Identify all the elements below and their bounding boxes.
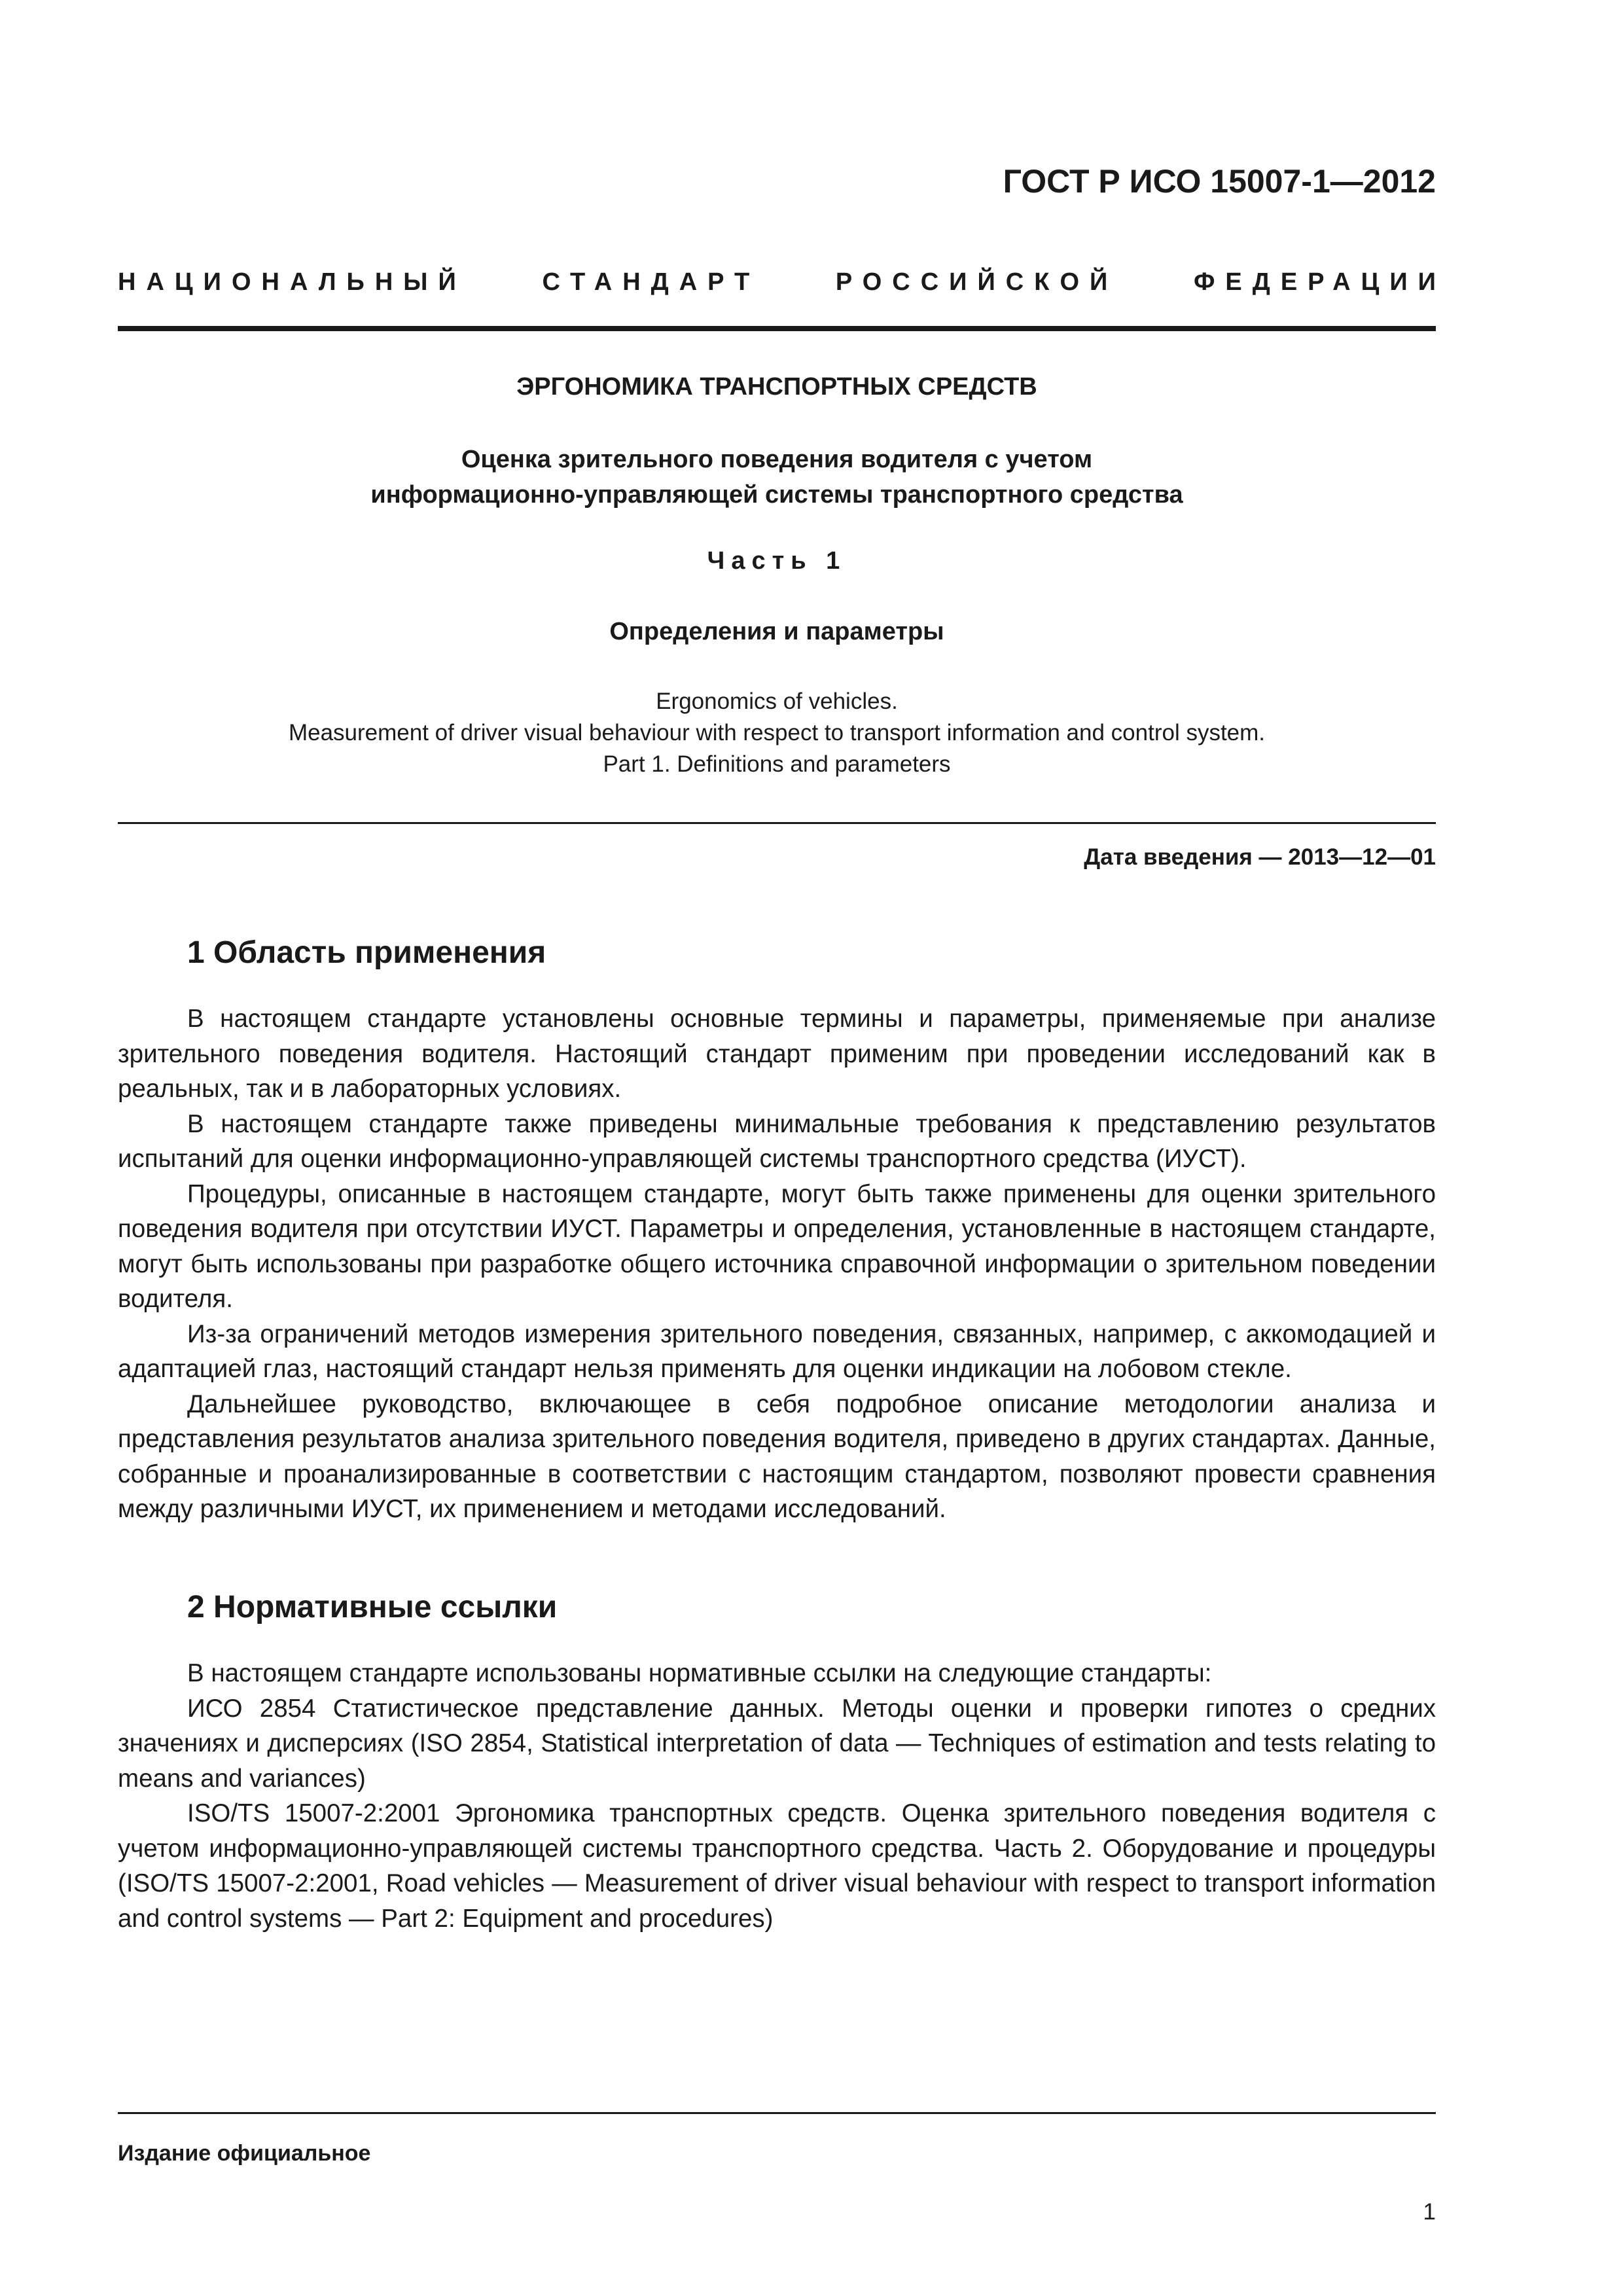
national-header-word: РОССИЙСКОЙ bbox=[835, 268, 1118, 296]
header-divider bbox=[118, 326, 1436, 331]
paragraph: Дальнейшее руководство, включающее в себя подробное описание методологии анализа и представления результатов анализа зрительного поведения водителя, приведено в других стандартах. Данные, собранные и проанализированные в соответствии с настоящим стандартом, позволяют провести сравнения между различными ИУСТ, их применением и методами исследований. bbox=[118, 1390, 1436, 1523]
standard-subtitle bbox=[118, 442, 1436, 512]
national-header-word: СТАНДАРТ bbox=[542, 268, 760, 296]
national-standard-header bbox=[118, 268, 1446, 296]
section-heading-scope: 1 Область применения bbox=[187, 935, 546, 970]
part-label: Часть 1 bbox=[707, 547, 847, 575]
page-number: 1 bbox=[1423, 2199, 1436, 2225]
reference-item: ИСО 2854 Статистическое представление данных. Методы оценки и проверки гипотез о средних значениях и дисперсиях (ISO 2854, Statistical interpretation of data — Techniques of estimation and tests relating to means and variances) bbox=[118, 1694, 1436, 1793]
section-body-scope bbox=[118, 1001, 1436, 1527]
reference-item: ISO/TS 15007-2:2001 Эргономика транспортных средств. Оценка зрительного поведения водителя с учетом информационно-управляющей системы транспортного средства. Часть 2. Оборудование и процедуры (ISO/TS 15007-2:2001, Road vehicles — Measurement of driver visual behaviour with respect to transport information and control systems — Part 2: Equipment and procedures) bbox=[118, 1799, 1436, 1933]
section-body-normative-references bbox=[118, 1656, 1436, 1936]
english-title bbox=[118, 686, 1436, 780]
section-heading-normative-references: 2 Нормативные ссылки bbox=[187, 1590, 558, 1624]
footer-divider bbox=[118, 2112, 1436, 2114]
subtitle-line: информационно-управляющей системы транспортного средства bbox=[370, 481, 1183, 509]
english-title-line: Ergonomics of vehicles. bbox=[656, 689, 898, 714]
paragraph: В настоящем стандарте также приведены минимальные требования к представлению результатов испытаний для оценки информационно-управляющей системы транспортного средства (ИУСТ). bbox=[118, 1109, 1436, 1173]
paragraph: Из-за ограничений методов измерения зрительного поведения, связанных, например, с аккомодацией и адаптацией глаз, настоящий стандарт нельзя применять для оценки индикации на лобовом стекле. bbox=[118, 1319, 1436, 1383]
national-header-word: НАЦИОНАЛЬНЫЙ bbox=[118, 268, 467, 296]
national-header-word: ФЕДЕРАЦИИ bbox=[1193, 268, 1446, 296]
part-title: Определения и параметры bbox=[609, 618, 944, 645]
paragraph: В настоящем стандарте установлены основные термины и параметры, применяемые при анализе зрительного поведения водителя. Настоящий стандарт применим при проведении исследований как в реальных, так и в лабораторных условиях. bbox=[118, 1005, 1436, 1103]
paragraph: В настоящем стандарте использованы нормативные ссылки на следующие стандарты: bbox=[187, 1659, 1212, 1687]
english-title-line: Measurement of driver visual behaviour with respect to transport information and control system. bbox=[288, 720, 1266, 745]
english-title-line: Part 1. Definitions and parameters bbox=[603, 751, 951, 777]
document-page bbox=[118, 0, 1446, 2296]
introduction-date: Дата введения — 2013—12—01 bbox=[1084, 844, 1436, 870]
official-edition-note: Издание официальное bbox=[118, 2141, 371, 2166]
standard-title: ЭРГОНОМИКА ТРАНСПОРТНЫХ СРЕДСТВ bbox=[516, 373, 1037, 401]
paragraph: Процедуры, описанные в настоящем стандарте, могут быть также применены для оценки зрительного поведения водителя при отсутствии ИУСТ. Параметры и определения, установленные в настоящем стандарте, могут быть использованы при разработке общего источника справочной информации о зрительном поведении водителя. bbox=[118, 1179, 1436, 1313]
title-divider bbox=[118, 822, 1436, 824]
subtitle-line: Оценка зрительного поведения водителя с учетом bbox=[461, 446, 1093, 473]
document-code: ГОСТ Р ИСО 15007-1—2012 bbox=[1003, 163, 1436, 200]
